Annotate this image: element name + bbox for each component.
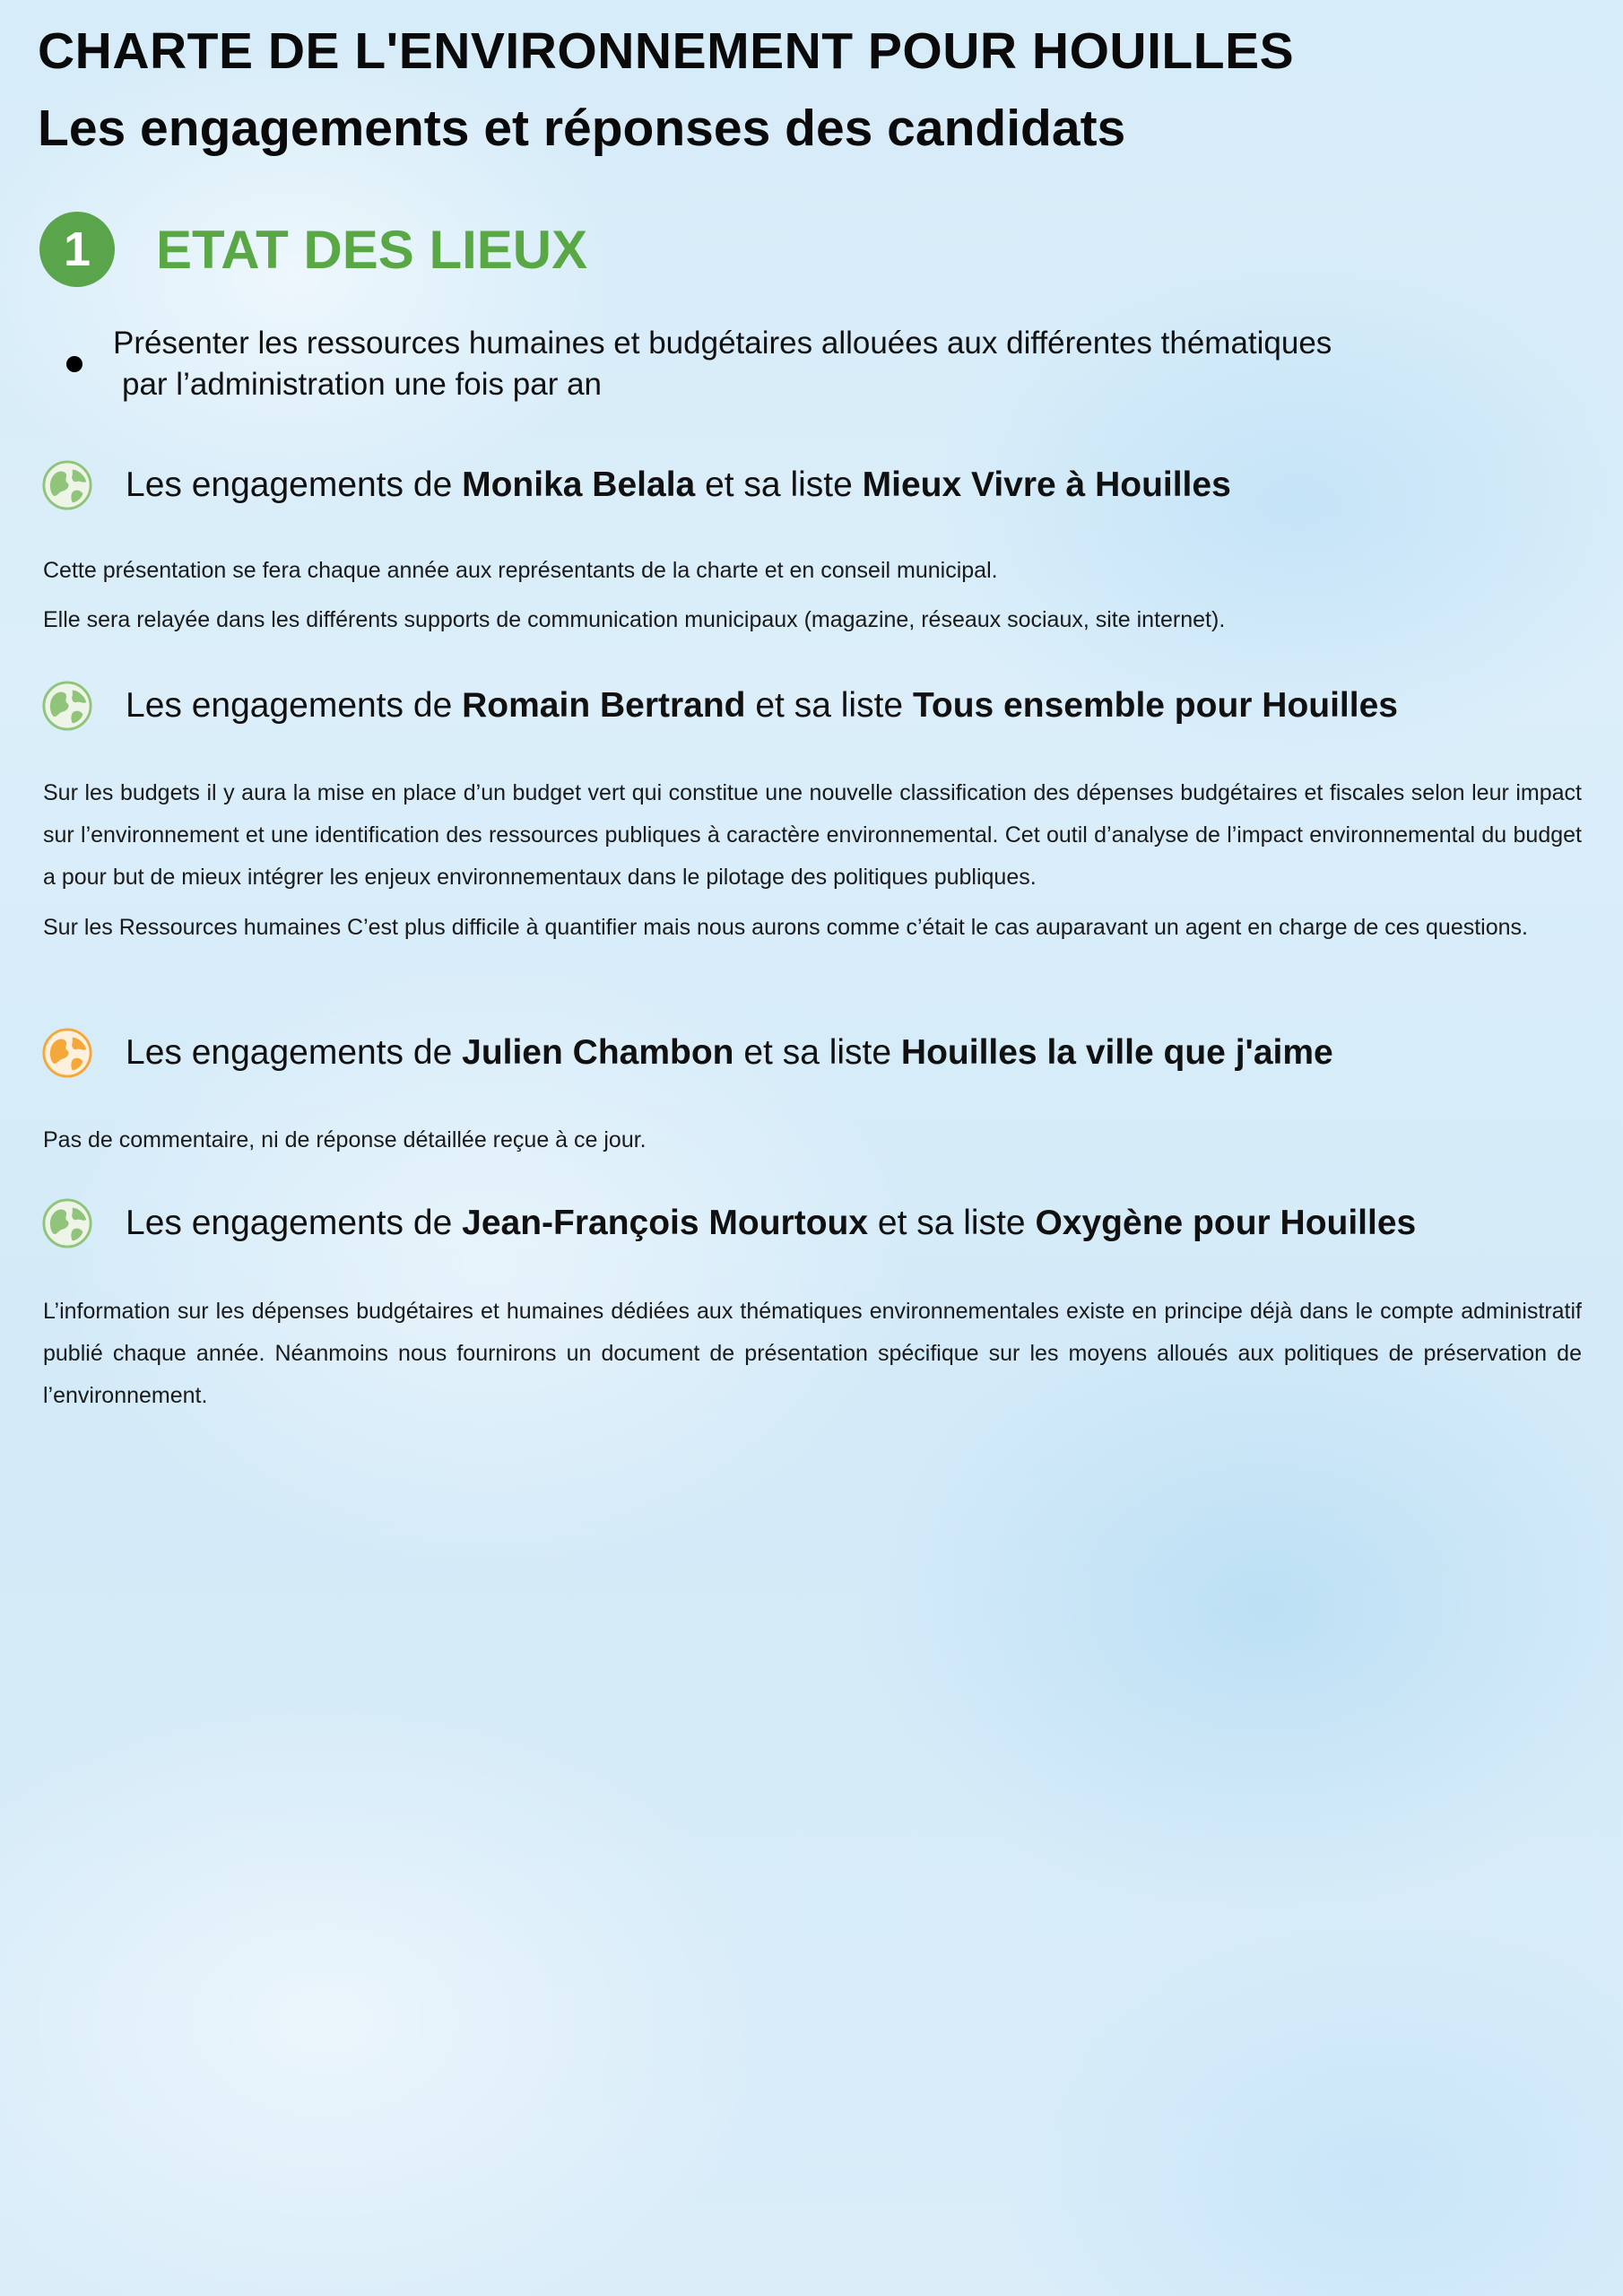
candidate-list-name: Mieux Vivre à Houilles	[862, 465, 1231, 504]
candidate-paragraph: L’information sur les dépenses budgétaires et humaines dédiées aux thématiques environnementales existe en principe déjà dans le compte administratif publié chaque année. Néanmoins nous fournirons un document de présentation spécifique sur les moyens alloués aux politiques de préservation de l’environnement.	[43, 1299, 1582, 1408]
candidate-title: Les engagements de Monika Belala et sa liste Mieux Vivre à Houilles	[126, 465, 1231, 504]
bullet-line: par l’administration une fois par an	[122, 367, 603, 402]
candidate-paragraph: Cette présentation se fera chaque année aux représentants de la charte et en conseil municipal.	[43, 558, 998, 583]
candidate-title: Les engagements de Julien Chambon et sa liste Houilles la ville que j'aime	[126, 1033, 1333, 1072]
candidate-list-name: Houilles la ville que j'aime	[900, 1033, 1333, 1072]
candidate-list-name: Oxygène pour Houilles	[1035, 1204, 1417, 1242]
candidate-name: Monika Belala	[462, 465, 696, 504]
section-number-badge: 1	[39, 212, 115, 287]
document-subtitle: Les engagements et réponses des candidats	[38, 100, 1126, 157]
candidate-name: Romain Bertrand	[462, 686, 746, 725]
candidate-title: Les engagements de Jean-François Mourtoux et sa liste Oxygène pour Houilles	[126, 1204, 1417, 1242]
document-title: CHARTE DE L'ENVIRONNEMENT POUR HOUILLES	[38, 22, 1295, 80]
bullet-line: Présenter les ressources humaines et budgétaires allouées aux différentes thématiques	[113, 326, 1332, 361]
candidate-name: Jean-François Mourtoux	[462, 1204, 869, 1242]
candidate-paragraph: Sur les budgets il y aura la mise en place d’un budget vert qui constitue une nouvelle classification des dépenses budgétaires et fiscales selon leur impact sur l’environnement et une identification des ressources publiques à caractère environnemental. Cet outil d’analyse de l’impact environnemental du budget a pour but de mieux intégrer les enjeux environnementaux dans le pilotage des politiques publiques.	[43, 780, 1582, 890]
bullet-text	[113, 323, 1332, 405]
candidate-title: Les engagements de Romain Bertrand et sa liste Tous ensemble pour Houilles	[126, 686, 1398, 725]
globe-icon	[41, 1027, 93, 1079]
section-bullet	[66, 323, 1393, 405]
candidate-paragraph: Sur les Ressources humaines C’est plus difficile à quantifier mais nous aurons comme c’était le cas auparavant un agent en charge de ces questions.	[43, 915, 1528, 940]
globe-icon	[41, 1197, 93, 1249]
candidate-name: Julien Chambon	[462, 1033, 734, 1072]
bullet-dot-icon	[66, 356, 82, 372]
candidate-heading-belala	[41, 459, 1231, 511]
globe-icon	[41, 680, 93, 732]
candidate-paragraph: Pas de commentaire, ni de réponse détaillée reçue à ce jour.	[43, 1127, 647, 1152]
candidate-heading-chambon	[41, 1027, 1333, 1079]
section-header	[39, 212, 587, 287]
section-title: ETAT DES LIEUX	[156, 219, 588, 280]
candidate-paragraph: Elle sera relayée dans les différents supports de communication municipaux (magazine, réseaux sociaux, site internet).	[43, 607, 1226, 632]
candidate-list-name: Tous ensemble pour Houilles	[912, 686, 1398, 725]
candidate-heading-bertrand	[41, 680, 1398, 732]
candidate-heading-mourtoux	[41, 1197, 1416, 1249]
globe-icon	[41, 459, 93, 511]
